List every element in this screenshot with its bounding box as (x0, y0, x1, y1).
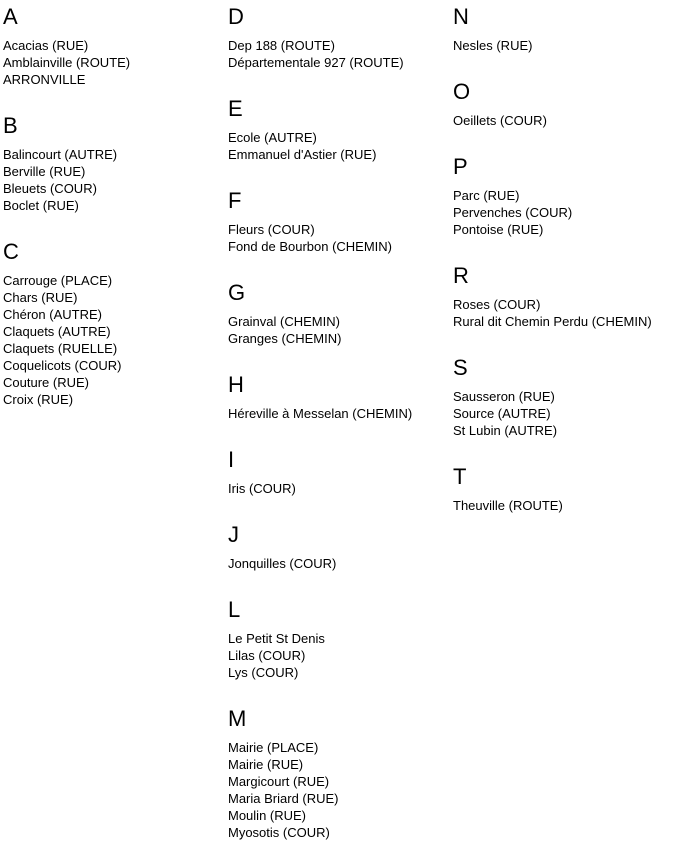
index-entry: Nesles (RUE) (453, 38, 533, 53)
index-section-l (228, 598, 453, 681)
index-entry: Parc (RUE) (453, 188, 520, 203)
index-entry: Boclet (RUE) (3, 198, 79, 213)
index-entry: Ecole (AUTRE) (228, 130, 317, 145)
index-section-e (228, 97, 453, 163)
section-letter: G (228, 280, 246, 305)
index-section-p (453, 155, 675, 238)
index-entry: Amblainville (ROUTE) (3, 55, 131, 70)
index-entry: Claquets (RUELLE) (3, 341, 118, 356)
index-entry: Chars (RUE) (3, 290, 78, 305)
index-section-h (228, 373, 453, 422)
index-entry: Moulin (RUE) (228, 808, 307, 823)
section-letter: P (453, 154, 468, 179)
index-entry: Granges (CHEMIN) (228, 331, 342, 346)
section-letter: A (3, 4, 18, 29)
index-column-2 (228, 5, 453, 867)
section-entries (453, 187, 675, 238)
section-letter: B (3, 113, 18, 138)
index-section-b (3, 114, 228, 214)
section-letter: L (228, 597, 241, 622)
section-letter: D (228, 4, 244, 29)
index-column-1 (3, 5, 228, 434)
index-entry: Roses (COUR) (453, 297, 541, 312)
index-entry: Croix (RUE) (3, 392, 74, 407)
section-entries (228, 313, 453, 347)
index-section-f (228, 189, 453, 255)
section-entries (228, 405, 453, 422)
section-entries (228, 37, 453, 71)
section-entries (228, 221, 453, 255)
index-entry: Theuville (ROUTE) (453, 498, 563, 513)
index-entry: Lys (COUR) (228, 665, 299, 680)
index-entry: Bleuets (COUR) (3, 181, 97, 196)
index-entry: Oeillets (COUR) (453, 113, 547, 128)
section-letter: O (453, 79, 471, 104)
section-letter: R (453, 263, 469, 288)
section-entries (453, 388, 675, 439)
section-letter: H (228, 372, 244, 397)
index-entry: Dep 188 (ROUTE) (228, 38, 335, 53)
index-entry: Carrouge (PLACE) (3, 273, 113, 288)
section-letter: C (3, 239, 19, 264)
section-entries (228, 630, 453, 681)
index-entry: Myosotis (COUR) (228, 825, 330, 840)
index-entry: Balincourt (AUTRE) (3, 147, 118, 162)
index-entry: Source (AUTRE) (453, 406, 551, 421)
index-section-r (453, 264, 675, 330)
section-letter: F (228, 188, 242, 213)
index-entry: ARRONVILLE (3, 72, 86, 87)
index-entry: Iris (COUR) (228, 481, 296, 496)
section-letter: T (453, 464, 467, 489)
index-column-3 (453, 5, 675, 540)
index-entry: Héreville à Messelan (CHEMIN) (228, 406, 413, 421)
index-section-a (3, 5, 228, 88)
index-entry: Mairie (RUE) (228, 757, 304, 772)
index-entry: Rural dit Chemin Perdu (CHEMIN) (453, 314, 652, 329)
index-entry: Sausseron (RUE) (453, 389, 555, 404)
index-entry: Jonquilles (COUR) (228, 556, 337, 571)
index-section-d (228, 5, 453, 71)
section-entries (453, 37, 675, 54)
section-entries (3, 37, 228, 88)
index-section-s (453, 356, 675, 439)
index-section-o (453, 80, 675, 129)
index-entry: Emmanuel d'Astier (RUE) (228, 147, 377, 162)
index-section-m (228, 707, 453, 841)
section-entries (228, 739, 453, 841)
index-entry: Chéron (AUTRE) (3, 307, 102, 322)
section-entries (228, 555, 453, 572)
section-entries (453, 497, 675, 514)
index-section-i (228, 448, 453, 497)
index-entry: Départementale 927 (ROUTE) (228, 55, 404, 70)
section-entries (228, 129, 453, 163)
index-entry: Margicourt (RUE) (228, 774, 330, 789)
index-entry: Grainval (CHEMIN) (228, 314, 340, 329)
section-entries (453, 112, 675, 129)
index-entry: St Lubin (AUTRE) (453, 423, 558, 438)
section-letter: J (228, 522, 239, 547)
section-entries (3, 146, 228, 214)
index-section-j (228, 523, 453, 572)
index-entry: Coquelicots (COUR) (3, 358, 122, 373)
index-entry: Pervenches (COUR) (453, 205, 573, 220)
index-entry: Acacias (RUE) (3, 38, 89, 53)
section-letter: I (228, 447, 235, 472)
section-entries (453, 296, 675, 330)
section-entries (3, 272, 228, 408)
section-letter: S (453, 355, 468, 380)
index-entry: Claquets (AUTRE) (3, 324, 111, 339)
index-section-n (453, 5, 675, 54)
section-entries (228, 480, 453, 497)
section-letter: N (453, 4, 469, 29)
index-section-c (3, 240, 228, 408)
section-letter: M (228, 706, 247, 731)
section-letter: E (228, 96, 243, 121)
index-entry: Maria Briard (RUE) (228, 791, 339, 806)
index-entry: Couture (RUE) (3, 375, 89, 390)
index-entry: Le Petit St Denis (228, 631, 325, 646)
index-entry: Lilas (COUR) (228, 648, 306, 663)
index-entry: Fond de Bourbon (CHEMIN) (228, 239, 393, 254)
index-section-g (228, 281, 453, 347)
index-entry: Berville (RUE) (3, 164, 86, 179)
index-section-t (453, 465, 675, 514)
index-entry: Pontoise (RUE) (453, 222, 544, 237)
index-entry: Fleurs (COUR) (228, 222, 315, 237)
index-entry: Mairie (PLACE) (228, 740, 319, 755)
